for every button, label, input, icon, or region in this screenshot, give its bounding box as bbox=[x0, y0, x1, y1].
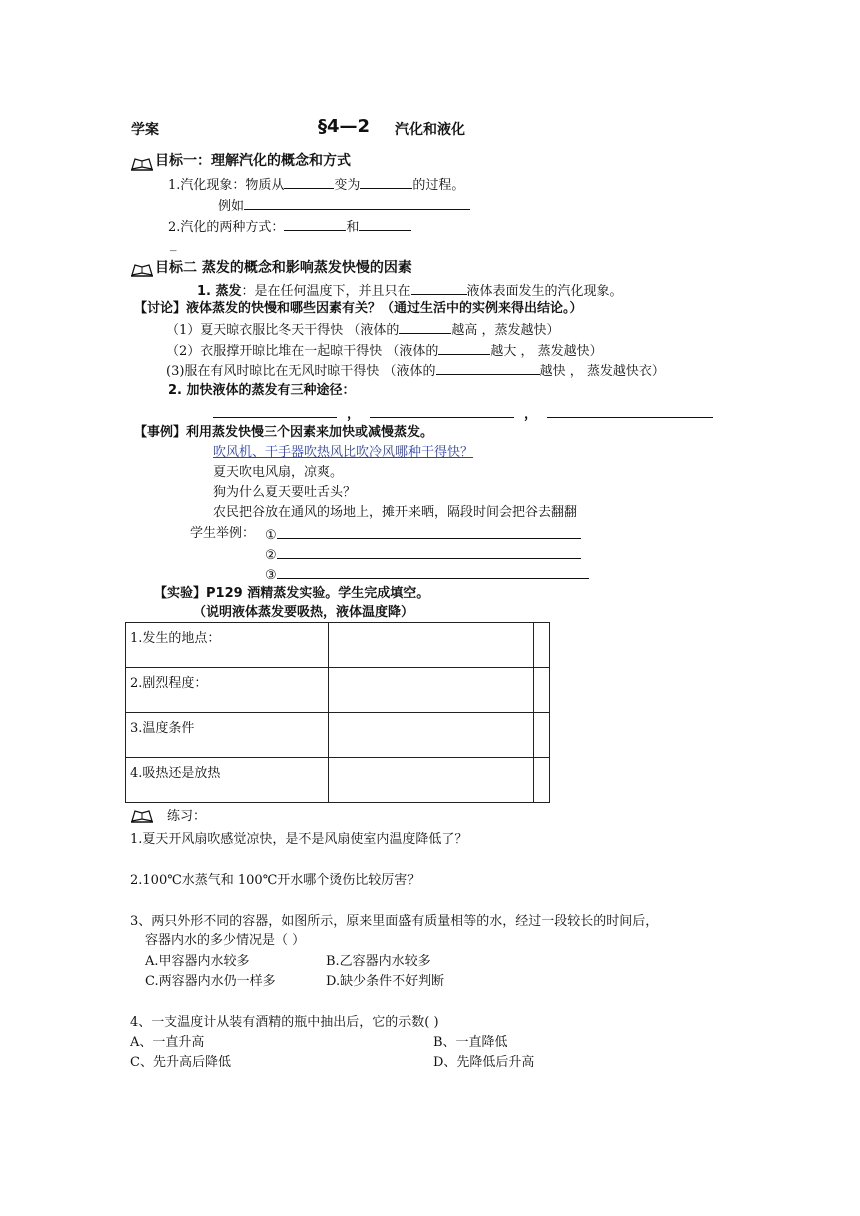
page-title: 汽化和液化 bbox=[395, 122, 465, 138]
book-icon bbox=[131, 809, 153, 823]
table-cell-answer[interactable] bbox=[329, 758, 534, 803]
case-4: 农民把谷放在通风的场地上，摊开来晒，隔段时间会把谷去翻翻 bbox=[213, 505, 578, 520]
case-link[interactable]: 吹风机、干手器吹热风比吹冷风哪种干得快？ bbox=[213, 445, 474, 460]
goal2-item1: 1. 蒸发：是在任何温度下，并且只在 液体表面发生的汽化现象。 bbox=[197, 281, 623, 301]
section-number: §4—2 bbox=[318, 116, 371, 137]
table-cell-narrow bbox=[534, 758, 550, 803]
stray-underscore: _ bbox=[170, 237, 177, 252]
table-cell-answer[interactable] bbox=[329, 668, 534, 713]
table-cell-narrow bbox=[534, 623, 550, 668]
case-2: 夏天吹电风扇，凉爽。 bbox=[213, 465, 344, 480]
table-row bbox=[126, 713, 550, 758]
table-cell-answer[interactable] bbox=[329, 713, 534, 758]
student-example-1: ① bbox=[265, 525, 581, 545]
question-3-option-a: A.甲容器内水较多 bbox=[145, 954, 250, 969]
question-1: 1.夏天开风扇吹感觉凉快，是不是风扇使室内温度降低了？ bbox=[130, 832, 468, 847]
practice-heading: 练习： bbox=[167, 809, 207, 824]
table-cell-answer[interactable] bbox=[329, 623, 534, 668]
table-row bbox=[126, 758, 550, 803]
discussion-1: （1）夏天晾衣服比冬天干得快 （液体的 越高 ，蒸发越快） bbox=[166, 320, 560, 340]
question-4-option-b: B、一直降低 bbox=[433, 1035, 508, 1050]
experiment-table bbox=[125, 622, 550, 803]
question-3-line2: 容器内水的多少情况是（ ） bbox=[145, 933, 306, 948]
question-4-option-c: C、先升高后降低 bbox=[130, 1055, 231, 1070]
table-cell-label: 1.发生的地点： bbox=[126, 623, 329, 668]
question-4-option-d: D、先降低后升高 bbox=[433, 1055, 535, 1070]
goal1-heading: 目标一：理解汽化的概念和方式 bbox=[155, 153, 351, 169]
student-example-2: ② bbox=[265, 545, 581, 565]
goal1-item2: 2.汽化的两种方式： 和 bbox=[168, 217, 411, 237]
question-4-option-a: A、一直升高 bbox=[130, 1035, 205, 1050]
book-icon bbox=[131, 157, 153, 171]
discussion-3: (3)服在有风时晾比在无风时晾干得快 （液体的 越快 ， 蒸发越快衣） bbox=[166, 361, 665, 381]
question-3-line1: 3、两只外形不同的容器，如图所示，原来里面盛有质量相等的水，经过一段较长的时间后， bbox=[130, 914, 659, 929]
discussion-2: （2）衣服撑开晾比堆在一起晾干得快 （液体的 越大 ， 蒸发越快） bbox=[166, 341, 603, 361]
question-3-option-b: B.乙容器内水较多 bbox=[326, 954, 431, 969]
table-cell-label: 4.吸热还是放热 bbox=[126, 758, 329, 803]
question-4: 4、一支温度计从装有酒精的瓶中抽出后，它的示数( ) bbox=[130, 1015, 439, 1030]
header-left: 学案 bbox=[131, 122, 159, 138]
table-cell-label: 3.温度条件 bbox=[126, 713, 329, 758]
discussion: 【讨论】液体蒸发的快慢和哪些因素有关？（通过生活中的实例来得出结论。） bbox=[134, 301, 583, 316]
table-cell-label: 2.剧烈程度： bbox=[126, 668, 329, 713]
book-icon bbox=[131, 263, 153, 277]
table-row bbox=[126, 623, 550, 668]
question-3-option-d: D.缺少条件不好判断 bbox=[326, 974, 445, 989]
student-example-3: ③ bbox=[265, 565, 589, 585]
goal1-item1: 1.汽化现象：物质从 变为 的过程。 bbox=[168, 175, 464, 195]
goal1-example: 例如 bbox=[218, 196, 470, 216]
table-cell-narrow bbox=[534, 668, 550, 713]
question-3-option-c: C.两容器内水仍一样多 bbox=[145, 974, 276, 989]
student-examples-label: 学生举例： bbox=[190, 526, 256, 541]
experiment-note: （说明液体蒸发要吸热，液体温度降） bbox=[193, 605, 415, 620]
case-3: 狗为什么夏天要吐舌头？ bbox=[213, 485, 357, 500]
table-row bbox=[126, 668, 550, 713]
goal2-heading: 目标二 蒸发的概念和影响蒸发快慢的因素 bbox=[155, 260, 412, 276]
case-heading: 【事例】利用蒸发快慢三个因素来加快或减慢蒸发。 bbox=[134, 425, 434, 440]
question-2: 2.100℃水蒸气和 100℃开水哪个烫伤比较厉害？ bbox=[130, 873, 421, 888]
experiment-heading: 【实验】P129 酒精蒸发实验。学生完成填空。 bbox=[154, 586, 430, 601]
three-ways-line: ， ， bbox=[213, 404, 713, 424]
goal2-item2: 2. 加快液体的蒸发有三种途径： bbox=[168, 383, 356, 398]
table-cell-narrow bbox=[534, 713, 550, 758]
